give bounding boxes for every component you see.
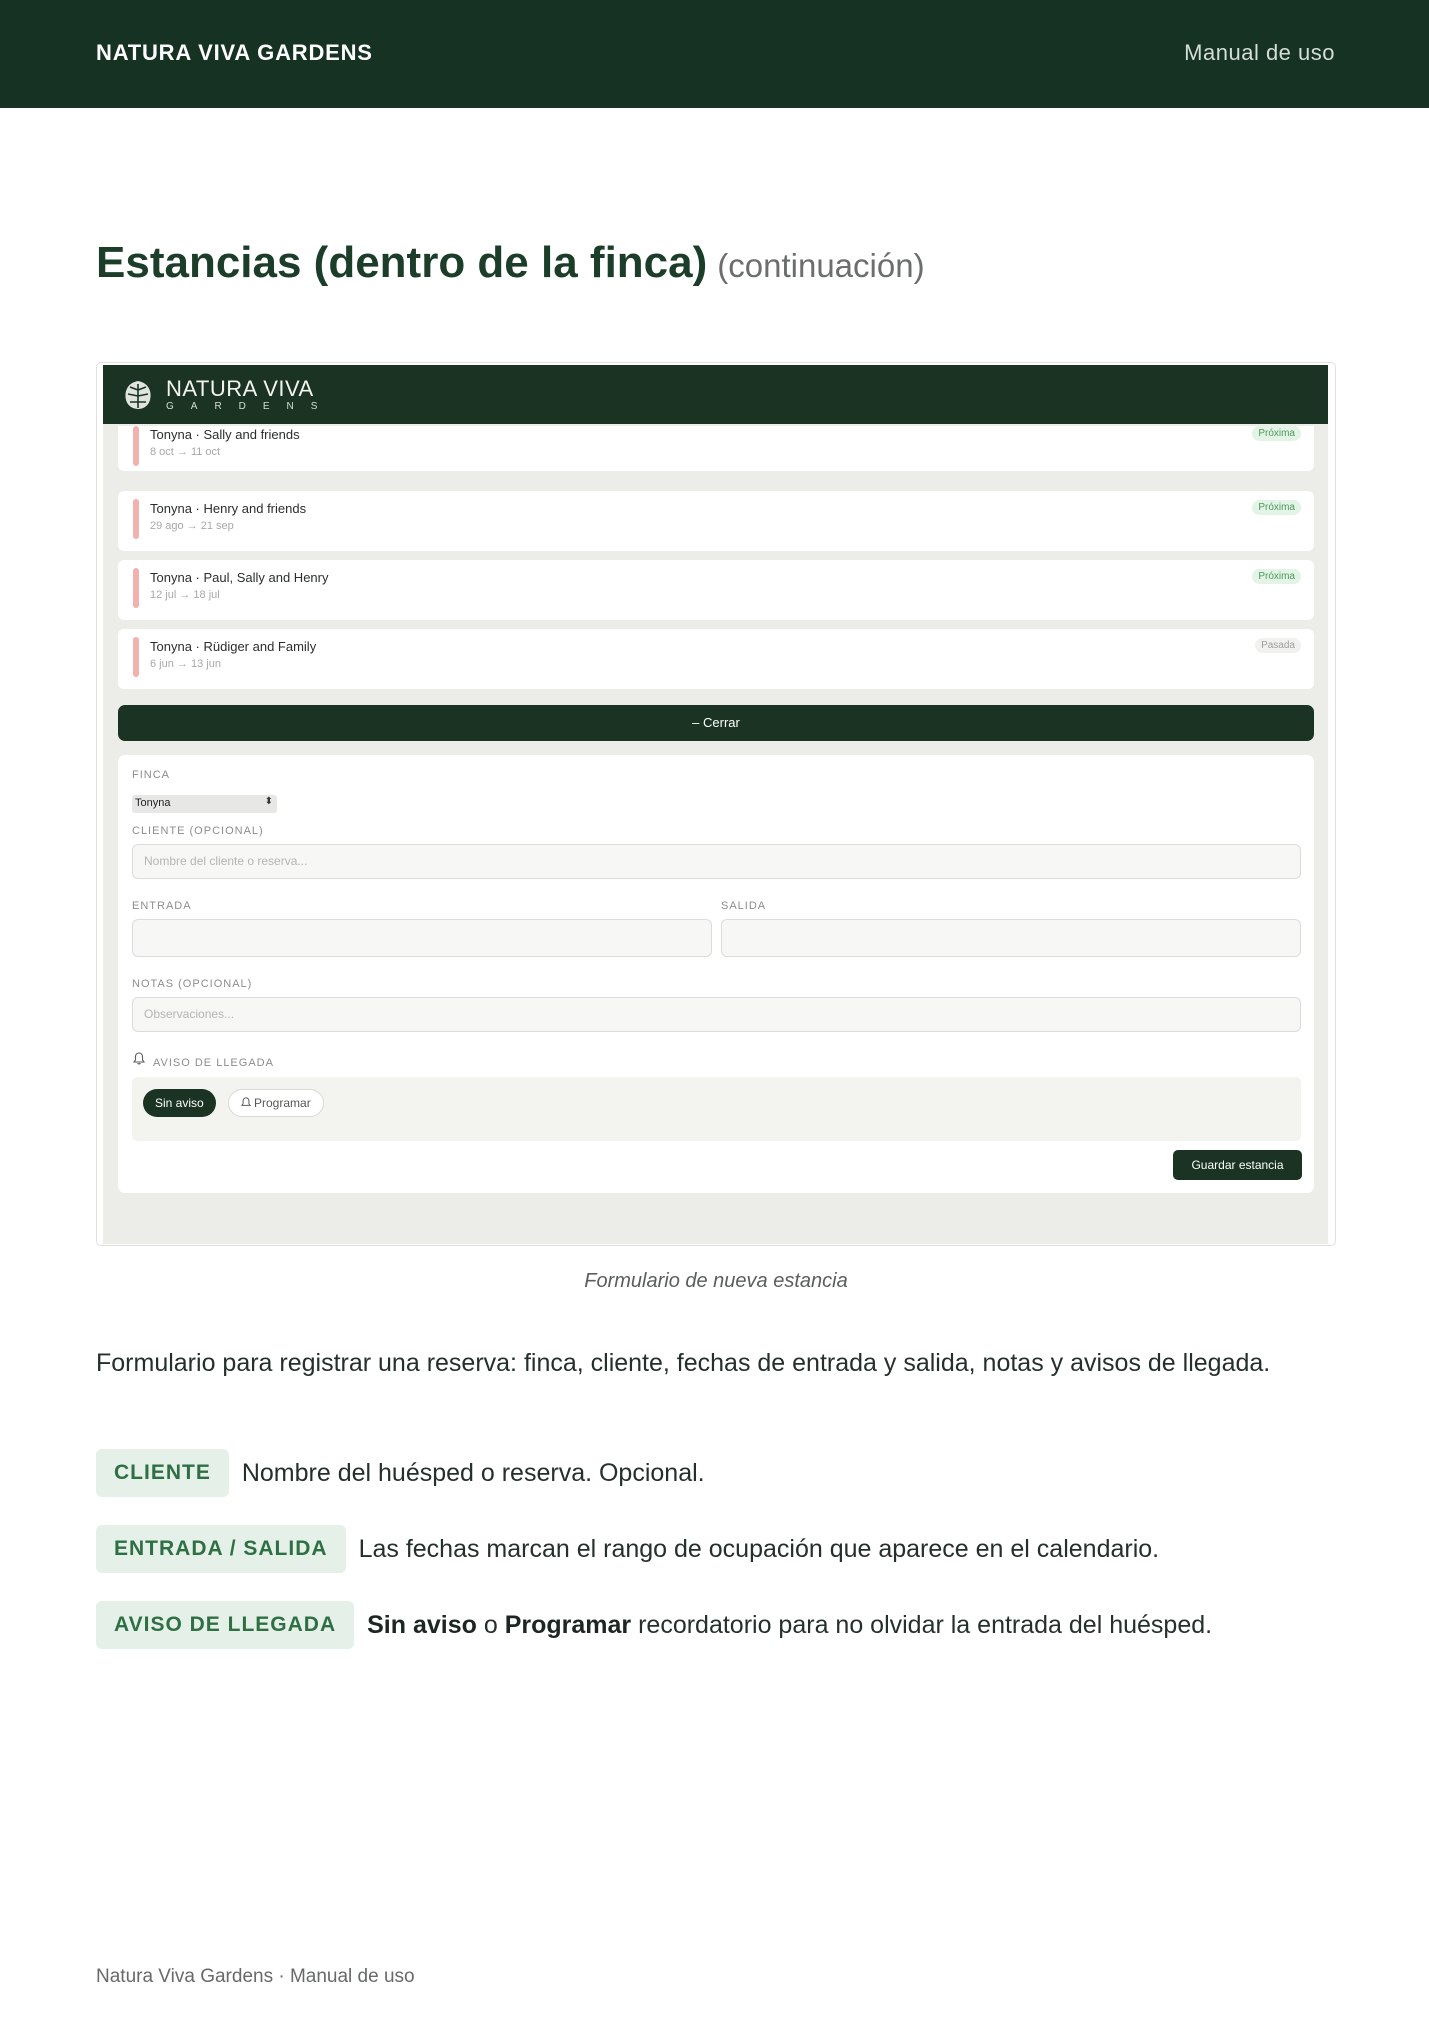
status-badge: Próxima <box>1252 569 1301 584</box>
stay-title: Tonyna · Sally and friends <box>150 427 300 442</box>
status-badge: Pasada <box>1255 638 1301 653</box>
stay-color-bar <box>133 637 139 677</box>
leaf-logo-icon <box>121 378 155 412</box>
connector-text: o <box>476 1610 505 1639</box>
sin-aviso-term: Sin aviso <box>367 1610 477 1639</box>
stay-title: Tonyna · Rüdiger and Family <box>150 639 317 654</box>
description-paragraph: Formulario para registrar una reserva: finca, cliente, fechas de entrada y salida, notas y avisos de llegada. <box>96 1349 1271 1377</box>
status-badge: Próxima <box>1252 426 1301 441</box>
field-description-rest: recordatorio para no olvidar la entrada del huésped. <box>631 1610 1213 1639</box>
stay-dates: 29 ago → 21 sep <box>150 520 234 532</box>
stay-item[interactable] <box>118 629 1314 689</box>
field-description <box>367 1611 1212 1640</box>
top-bar <box>0 0 1429 108</box>
finca-label: FINCA <box>132 769 170 781</box>
bell-icon <box>241 1097 251 1108</box>
arrival-notice-options <box>132 1077 1301 1141</box>
aviso-label: AVISO DE LLEGADA <box>153 1057 274 1069</box>
manual-label: Manual de uso <box>1184 40 1335 65</box>
stay-color-bar <box>133 499 139 539</box>
stay-dates: 6 jun → 13 jun <box>150 658 221 670</box>
save-stay-button[interactable]: Guardar estancia <box>1173 1150 1302 1180</box>
salida-label: SALIDA <box>721 900 767 912</box>
app-subtitle: GARDENS <box>166 401 335 412</box>
entrada-date-input[interactable] <box>132 919 712 957</box>
notas-input[interactable]: Observaciones... <box>132 997 1301 1032</box>
field-tag: CLIENTE <box>96 1449 229 1497</box>
page-title-continuation: (continuación) <box>717 247 925 284</box>
page-title <box>96 238 925 288</box>
stay-dates: 12 jul → 18 jul <box>150 589 220 601</box>
salida-date-input[interactable] <box>721 919 1301 957</box>
field-description: Las fechas marcan el rango de ocupación que aparece en el calendario. <box>358 1534 1160 1563</box>
stay-title: Tonyna · Paul, Sally and Henry <box>150 570 329 585</box>
figure-caption: Formulario de nueva estancia <box>584 1270 848 1292</box>
app-name: NATURA VIVA <box>166 376 314 401</box>
app-screenshot <box>96 362 1336 1246</box>
new-stay-form <box>118 755 1314 1193</box>
field-row-fechas <box>96 1525 1159 1573</box>
field-description: Nombre del huésped o reserva. Opcional. <box>241 1458 705 1487</box>
cliente-label: CLIENTE (OPCIONAL) <box>132 825 264 837</box>
status-badge: Próxima <box>1252 500 1301 515</box>
page-footer: Natura Viva Gardens · Manual de uso <box>96 1966 415 1987</box>
stay-item[interactable] <box>118 426 1314 471</box>
stay-item[interactable] <box>118 491 1314 551</box>
stay-color-bar <box>133 568 139 608</box>
field-row-cliente <box>96 1449 705 1497</box>
field-row-aviso <box>96 1601 1212 1649</box>
app-header <box>103 365 1328 424</box>
entrada-label: ENTRADA <box>132 900 192 912</box>
stay-color-bar <box>133 426 139 466</box>
select-chevron-icon: ⬍ <box>264 796 273 807</box>
page-title-main: Estancias (dentro de la finca) <box>96 238 708 287</box>
field-tag: ENTRADA / SALIDA <box>96 1525 346 1573</box>
sin-aviso-toggle[interactable]: Sin aviso <box>143 1089 216 1117</box>
programar-toggle[interactable] <box>228 1089 324 1117</box>
notas-label: NOTAS (OPCIONAL) <box>132 978 253 990</box>
programar-label: Programar <box>254 1096 311 1110</box>
bell-icon <box>133 1052 145 1065</box>
app-window <box>103 365 1328 1244</box>
brand-title: NATURA VIVA GARDENS <box>96 40 373 65</box>
cliente-input[interactable]: Nombre del cliente o reserva... <box>132 844 1301 879</box>
stay-dates: 8 oct → 11 oct <box>150 446 221 458</box>
stay-title: Tonyna · Henry and friends <box>150 501 307 516</box>
finca-select-value: Tonyna <box>135 797 171 809</box>
field-tag: AVISO DE LLEGADA <box>96 1601 354 1649</box>
finca-select[interactable] <box>132 795 277 813</box>
programar-term: Programar <box>504 1610 632 1639</box>
stay-item[interactable] <box>118 560 1314 620</box>
close-button[interactable]: – Cerrar <box>118 705 1314 741</box>
